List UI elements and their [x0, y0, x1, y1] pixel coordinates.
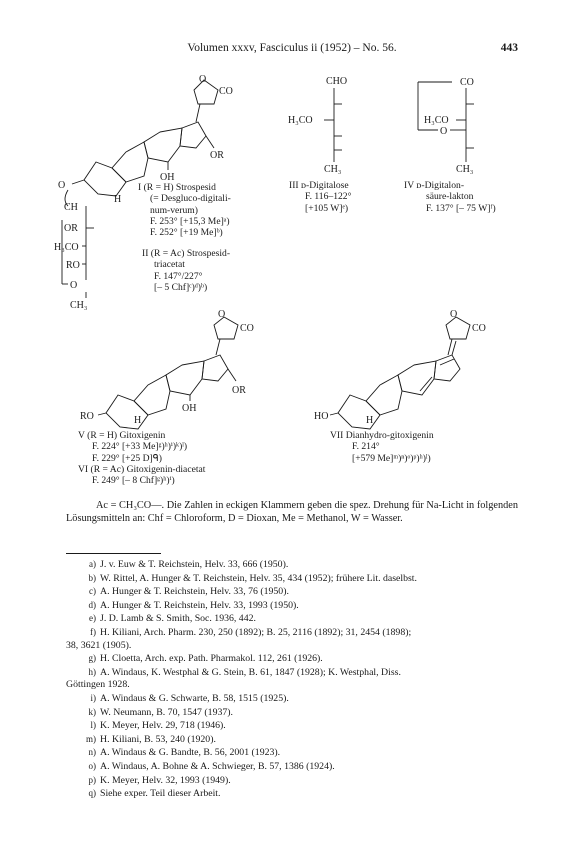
- h3co-label: H₃CO: [424, 115, 449, 126]
- structure-dianhydrogitoxigenin: [314, 305, 500, 426]
- footnote-n: n) A. Windaus & G. Bandte, B. 56, 2001 (1923).: [88, 747, 281, 759]
- caption-line: [– 5 Chf]ᶜ)ᵈ)ᵇ): [154, 281, 208, 293]
- sugar-ch3-label: CH₃: [70, 300, 88, 311]
- ring-a: [84, 162, 126, 196]
- caption-line: F. 229° [+25 D]ᑫ): [92, 452, 162, 464]
- ring-d: [202, 355, 228, 381]
- page-number: 443: [500, 42, 518, 54]
- caption-line: F. 252° [+19 Me]ᵇ): [150, 227, 223, 239]
- ring-d: [180, 122, 206, 148]
- caption-digitalose: [289, 180, 351, 214]
- caption-strospesid: [138, 182, 231, 238]
- ring-c: [166, 361, 204, 395]
- sugar-h3co-label: H₃CO: [54, 242, 79, 253]
- ring-c: [144, 128, 182, 162]
- footnote-g: g) H. Cloetta, Arch. exp. Path. Pharmakol. 112, 261 (1926).: [88, 653, 323, 665]
- sugar-ch-label: CH: [64, 202, 78, 213]
- lactone-o-label: O: [218, 309, 226, 320]
- caption-line: [+579 Me]ᵐ)ⁿ)ᵒ)ᵖ)ʰ)ˡ): [352, 452, 431, 464]
- lactone-co-label: CO: [240, 323, 254, 334]
- caption-line: V (R = H) Gitoxigenin: [78, 430, 166, 441]
- footnote-f: f) H. Kiliani, Arch. Pharm. 230, 250 (1892); B. 25, 2116 (1892); 31, 2454 (1898);: [90, 626, 412, 638]
- caption-dianhydrogitoxigenin: [330, 430, 434, 464]
- footnote-o: o) A. Windaus, A. Bohne & A. Schwieger, B. 57, 1386 (1924).: [88, 760, 335, 772]
- footnote-m: m) H. Kiliani, B. 53, 240 (1920).: [86, 733, 216, 745]
- caption-line: F. 249° [– 8 Chf]ᵍ)ʰ)ⁱ): [92, 475, 175, 487]
- h-label: H: [366, 415, 374, 426]
- footnote-f-continued: 38, 3621 (1905).: [66, 639, 132, 651]
- h-label: H: [134, 415, 142, 426]
- footnote-q: q) Siehe exper. Teil dieser Arbeit.: [88, 788, 221, 800]
- ro-label: RO: [80, 411, 94, 422]
- oh-label: OH: [182, 403, 197, 414]
- caption-line: F. 147°/227°: [154, 270, 203, 282]
- ho-label: HO: [314, 411, 329, 422]
- ch3-label: CH₃: [324, 164, 342, 175]
- caption-line: VI (R = Ac) Gitoxigenin-diacetat: [78, 463, 206, 475]
- caption-gitoxigenin: [78, 430, 205, 486]
- caption-line: VII Dianhydro-gitoxigenin: [330, 430, 434, 441]
- sugar-o-label: O: [70, 280, 78, 291]
- ring-o-label: O: [440, 126, 448, 137]
- caption-line: IV ᴅ-Digitalon-: [404, 180, 465, 191]
- running-title: Volumen xxxv, Fasciculus ii (1952) – No. 56.: [187, 42, 397, 54]
- co-label: CO: [460, 77, 474, 88]
- footnote-h: h) A. Windaus, K. Westphal & G. Stein, B. 61, 1847 (1928); K. Westphal, Diss.: [88, 666, 401, 678]
- ring-a: [106, 395, 148, 429]
- footnote-k: k) W. Neumann, B. 70, 1547 (1937).: [88, 706, 233, 718]
- running-header: [66, 42, 518, 58]
- h3co-label: H₃CO: [288, 115, 313, 126]
- lactone-co-label: CO: [472, 323, 486, 334]
- footnote-d: d) A. Hunger & T. Reichstein, Helv. 33, 1993 (1950).: [88, 599, 299, 611]
- sugar-or-label: OR: [64, 223, 78, 234]
- structure-gitoxigenin: [80, 305, 266, 426]
- caption-line: triacetat: [154, 259, 185, 271]
- ch3-label: CH₃: [456, 164, 474, 175]
- ring-b: [366, 375, 402, 415]
- ring-b: [112, 142, 148, 182]
- structure-digitalose: [286, 74, 376, 174]
- lactone-ring: [214, 317, 238, 339]
- footnote-l: l) K. Meyer, Helv. 29, 718 (1946).: [90, 720, 226, 732]
- lactone-co-label: CO: [219, 86, 233, 97]
- caption-line: III ᴅ-Digitalose: [289, 180, 349, 191]
- or-label: OR: [232, 385, 246, 396]
- lactone-ring: [446, 317, 470, 339]
- lactone-o-label: O: [199, 74, 207, 85]
- footnote-p: p) K. Meyer, Helv. 32, 1993 (1949).: [88, 774, 231, 786]
- ring-c: [398, 361, 436, 395]
- caption-line: II (R = Ac) Strospesid-: [142, 248, 231, 259]
- caption-line: F. 137° [– 75 W]ᶠ): [426, 202, 496, 214]
- footnote-list: [66, 558, 518, 801]
- h-label: H: [114, 194, 122, 205]
- footnote-h-continued: Göttingen 1928.: [66, 679, 130, 691]
- sugar-ro-label: RO: [66, 260, 80, 271]
- or-label: OR: [210, 150, 224, 161]
- lactone-o-label: O: [450, 309, 458, 320]
- cho-label: CHO: [326, 76, 348, 87]
- caption-line: I (R = H) Strospesid: [138, 182, 216, 193]
- caption-digitalonsaeurelakton: [404, 180, 496, 214]
- footnote-e: e) J. D. Lamb & S. Smith, Soc. 1936, 442.: [89, 613, 256, 625]
- caption-line: F. 253° [+15,3 Me]ᵃ): [150, 215, 230, 227]
- footnote-c: c) A. Hunger & T. Reichstein, Helv. 33, 76 (1950).: [89, 586, 289, 598]
- oh-label: OH: [160, 172, 175, 183]
- ether-o-label: O: [58, 180, 66, 191]
- footnote-a: a) J. v. Euw & T. Reichstein, Helv. 33, 666 (1950).: [89, 559, 289, 570]
- ring-a: [338, 395, 380, 429]
- ring-b: [134, 375, 170, 415]
- structure-digitalonsaeurelakton: [412, 74, 502, 174]
- caption-strospesid-triacetat: [142, 248, 230, 293]
- caption-line: F. 224° [+33 Me]ᵍ)ʰ)ⁱ)ᵏ)ˡ): [92, 441, 188, 453]
- caption-line: säure-lakton: [426, 191, 474, 203]
- caption-line: [+105 W]ᵉ): [305, 202, 349, 214]
- footnote-b: b) W. Rittel, A. Hunger & T. Reichstein, Helv. 35, 434 (1952); frühere Lit. daselbst.: [88, 572, 417, 584]
- footnote-i: i) A. Windaus & G. Schwarte, B. 58, 1515 (1925).: [90, 692, 289, 704]
- ring-d: [434, 355, 460, 381]
- caption-line: F. 116–122°: [305, 191, 352, 203]
- caption-line: num-verum): [150, 204, 198, 216]
- footnote-rule: [66, 553, 161, 554]
- caption-line: (= Desgluco-digitali-: [150, 193, 231, 205]
- abbreviation-note: Ac = CH₃CO—. Die Zahlen in eckigen Klammern geben die spez. Drehung für Na-Licht in folgenden Lösungsmitteln an: Chf = Chloroform, D = Dioxan, Me = Methanol, W = Wasser.: [66, 500, 518, 524]
- caption-line: F. 214°: [352, 441, 380, 453]
